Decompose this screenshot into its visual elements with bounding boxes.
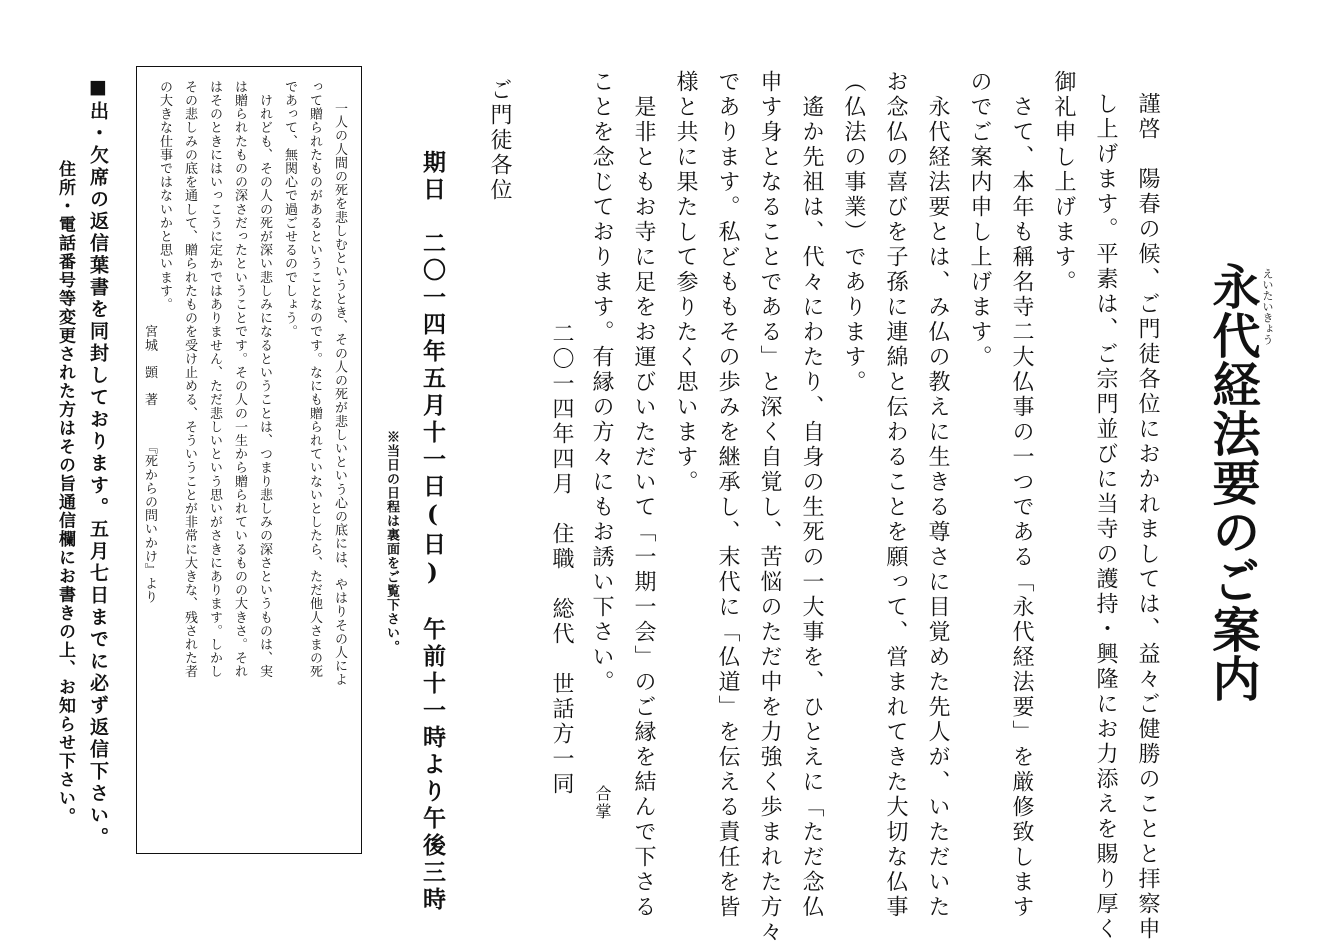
essay-line: はそのときにはいっこうに定かではありません、ただ悲しいという思いがさきにあります。しかし — [207, 80, 222, 679]
letter-line: （仏法の事業）であります。 — [841, 70, 866, 395]
letter-line: 永代経法要とは、み仏の教えに生きる尊さに目覚めた先人が、いただいた — [925, 70, 950, 920]
closing-gassho: 合掌 — [593, 785, 612, 821]
addressee: ご門徒各位 — [487, 78, 512, 203]
essay-citation: 宮城 顗 著 『死からの問いかけ』より — [142, 80, 157, 604]
essay-line: であって、無関心で過ごせるのでしょう。 — [282, 80, 297, 339]
letter-line: 様と共に果たして参りたく思います。 — [673, 70, 698, 495]
essay-line: その悲しみの底を通して、贈られたものを受け止める、そういうことが非常に大きな、残された者 — [182, 80, 197, 679]
letter-line: し上げます。平素は、ご宗門並びに当寺の護持・興隆にお力添えを賜り厚く — [1093, 92, 1118, 942]
letter-line: さて、本年も稱名寺二大仏事の一つである「永代経法要」を厳修致します — [1009, 70, 1034, 920]
letter-line: 謹啓 陽春の候、ご門徒各位におかれましては、益々ご健勝のことと拝察申 — [1135, 92, 1160, 942]
letter-line: であります。私どももその歩みを継承し、末代に「仏道」を伝える責任を皆 — [715, 70, 740, 920]
letter-line: 御礼申し上げます。 — [1051, 70, 1076, 295]
letter-line: ことを念じております。有縁の方々にもお誘い下さい。 — [589, 70, 614, 695]
essay-line: の大きな仕事ではないかと思います。 — [157, 80, 172, 312]
letter-line: 遙か先祖は、代々にわたり、自身の生死の一大事を、ひとえに「ただ念仏 — [799, 70, 824, 920]
reply-sub: 住所・電話番号等変更された方はその旨通信欄にお書きの上、お知らせ下さい。 — [55, 160, 75, 826]
letter-line: お念仏の喜びを子孫に連綿と伝わることを願って、営まれてきた大切な仏事 — [883, 70, 908, 920]
letter-line: 是非ともお寺に足をお運びいただいて「一期一会」のご縁を結んで下さる — [631, 70, 656, 920]
letter-line: のでご案内申し上げます。 — [967, 70, 992, 370]
reply-heading: ■出・欠席の返信葉書を同封しております。五月七日までに必ず返信下さい。 — [87, 76, 109, 849]
essay-line: は贈られたものの深さだったということです。その人の一生から贈られているものの大きさ。それ — [232, 80, 247, 679]
letter-line: 申す身となることである」と深く自覚し、苦悩のただ中を力強く歩まれた方々 — [757, 70, 782, 945]
essay-line: けれども、その人の死が深い悲しみになるということは、つまり悲しみの深さというものは、実 — [257, 80, 272, 679]
title-furigana: えいたいきょう — [1261, 268, 1274, 345]
essay-line: 一人の人間の死を悲しむというとき、その人の死が悲しいという心の底には、やはりその人によ — [332, 88, 347, 687]
schedule-note: ※当日の日程は裏面をご覧下さい。 — [384, 430, 399, 654]
essay-line: って贈られたものがあるということなのです。なにも贈られていないとしたら、ただ他人さまの死 — [307, 80, 322, 679]
schedule-date: 期日 二〇一四年五月十一日(日) 午前十一時より午後三時 — [419, 150, 446, 914]
signature: 二〇一四年四月 住職 総代 世話方一同 — [549, 322, 574, 797]
page-title: 永代経法要のご案内 — [1204, 262, 1260, 703]
